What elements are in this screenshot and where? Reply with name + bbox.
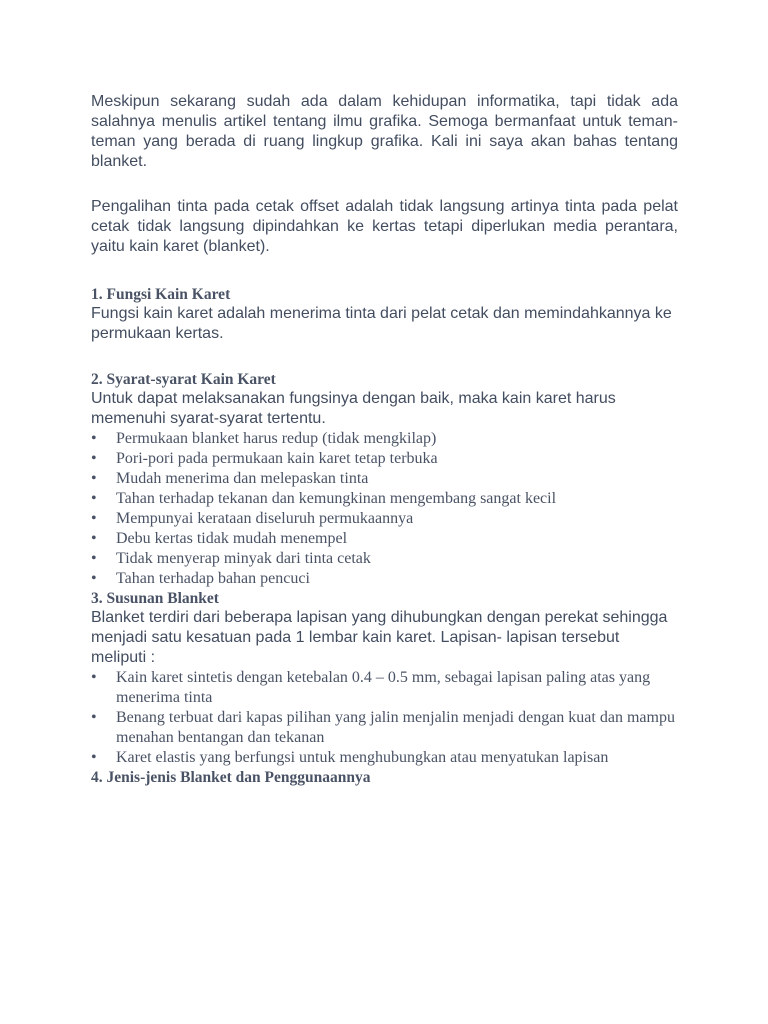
bullet-icon: •: [91, 669, 97, 686]
list-item: • Mudah menerima dan melepaskan tinta: [91, 470, 369, 487]
list-item: • Kain karet sintetis dengan ketebalan 0.4 – 0.5 mm, sebagai lapisan paling atas yang menerima tinta: [91, 669, 651, 706]
bullet-icon: •: [91, 749, 97, 766]
list-item: • Tahan terhadap tekanan dan kemungkinan mengembang sangat kecil: [91, 490, 557, 507]
list-item: • Mempunyai kerataan diseluruh permukaannya: [91, 510, 414, 527]
bullet-icon: •: [91, 470, 97, 487]
bullet-icon: •: [91, 550, 97, 567]
section-body-susunan: Blanket terdiri dari beberapa lapisan yang dihubungkan dengan perekat sehingga menjadi satu kesatuan pada 1 lembar kain karet. Lapisan- lapisan tersebut meliputi :: [91, 609, 668, 666]
section-heading-susunan: 3. Susunan Blanket: [91, 590, 219, 607]
list-item: • Debu kertas tidak mudah menempel: [91, 530, 348, 547]
bullet-icon: •: [91, 709, 97, 726]
document-page: [91, 92, 678, 787]
section-heading-syarat: 2. Syarat-syarat Kain Karet: [91, 371, 276, 388]
list-item: • Tahan terhadap bahan pencuci: [91, 570, 310, 587]
susunan-list: [91, 668, 678, 768]
list-item: • Pori-pori pada permukaan kain karet tetap terbuka: [91, 450, 438, 467]
section-heading-fungsi: 1. Fungsi Kain Karet: [91, 286, 231, 303]
list-item: • Karet elastis yang berfungsi untuk menghubungkan atau menyatukan lapisan: [91, 749, 609, 766]
bullet-icon: •: [91, 430, 97, 447]
list-item: • Tidak menyerap minyak dari tinta cetak: [91, 550, 371, 567]
bullet-icon: •: [91, 530, 97, 547]
transfer-paragraph: Pengalihan tinta pada cetak offset adalah tidak langsung artinya tinta pada pelat cetak tidak langsung dipindahkan ke kertas tetapi diperlukan media perantara, yaitu kain karet (blanket).: [91, 198, 678, 255]
section-body-syarat: Untuk dapat melaksanakan fungsinya dengan baik, maka kain karet harus memenuhi syarat-syarat tertentu.: [91, 390, 616, 427]
bullet-icon: •: [91, 450, 97, 467]
intro-paragraph: Meskipun sekarang sudah ada dalam kehidupan informatika, tapi tidak ada salahnya menulis artikel tentang ilmu grafika. Semoga bermanfaat untuk teman-teman yang berada di ruang lingkup grafika. Kali ini saya akan bahas tentang blanket.: [91, 93, 678, 170]
list-item: • Permukaan blanket harus redup (tidak mengkilap): [91, 430, 437, 447]
section-body-fungsi: Fungsi kain karet adalah menerima tinta dari pelat cetak dan memindahkannya ke permukaan kertas.: [91, 305, 672, 342]
bullet-icon: •: [91, 510, 97, 527]
section-heading-jenis: 4. Jenis-jenis Blanket dan Penggunaannya: [91, 769, 371, 786]
bullet-icon: •: [91, 570, 97, 587]
list-item: • Benang terbuat dari kapas pilihan yang jalin menjalin menjadi dengan kuat dan mampu menahan bentangan dan tekanan: [91, 709, 675, 746]
bullet-icon: •: [91, 490, 97, 507]
syarat-list: [91, 429, 678, 589]
